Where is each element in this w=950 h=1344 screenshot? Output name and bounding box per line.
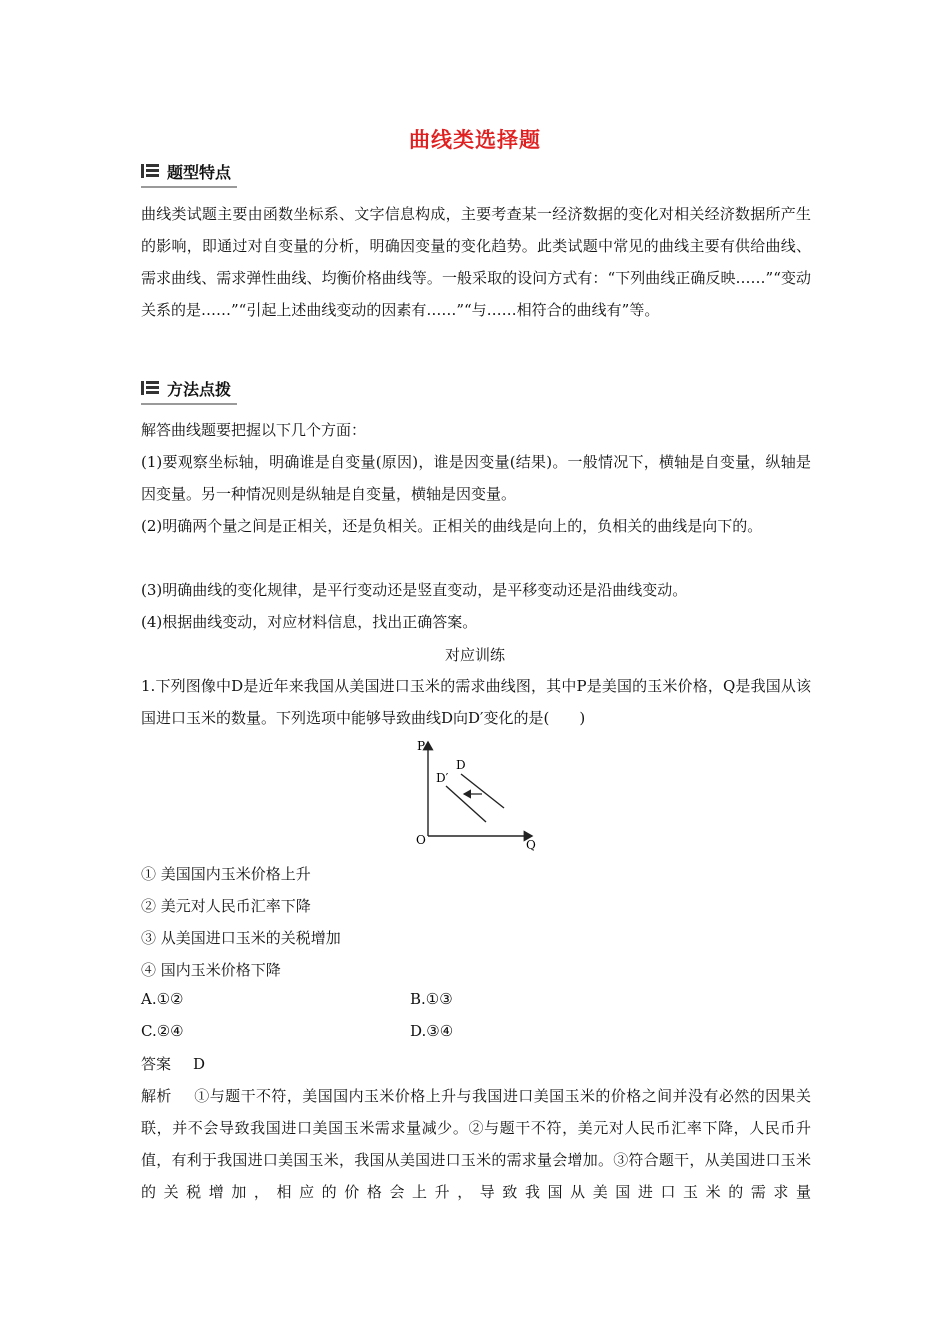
section-heading-methods (141, 375, 231, 401)
curve-d (461, 774, 504, 808)
page-title: 曲线类选择题 (409, 128, 541, 152)
section-heading-features (141, 158, 231, 184)
method-point-3: (3)明确曲线的变化规律，是平行变动还是竖直变动，是平移变动还是沿曲线变动。 (141, 581, 688, 599)
method-point-4: (4)根据曲线变动，对应材料信息，找出正确答案。 (141, 613, 478, 631)
methods-intro: 解答曲线题要把握以下几个方面： (141, 421, 367, 439)
answer-label: 答案 (141, 1055, 172, 1073)
section-heading-label: 方法点拨 (167, 379, 232, 399)
question-stem: 1.下列图像中D是近年来我国从美国进口玉米的需求曲线图，其中P是美国的玉米价格，Q是我国从该国进口玉米的数量。下列选项中能够导致曲线D向D′变化的是( ) (141, 677, 811, 727)
question-item-1: ① 美国国内玉米价格上升 (141, 865, 311, 883)
method-point-1: (1)要观察坐标轴，明确谁是自变量(原因)，谁是因变量(结果)。一般情况下，横轴是自变量，纵轴是因变量。另一种情况则是纵轴是自变量，横轴是因变量。 (141, 453, 811, 503)
practice-heading: 对应训练 (444, 646, 505, 664)
choice-b: B.①③ (410, 990, 453, 1008)
y-axis-label: P (417, 739, 426, 753)
choice-d: D.③④ (410, 1022, 454, 1040)
answer-line (141, 1048, 821, 1080)
question-item-2: ② 美元对人民币汇率下降 (141, 897, 311, 915)
analysis-label: 解析 (141, 1087, 172, 1105)
curve-d-prime (446, 786, 486, 822)
answer-value: D (193, 1055, 206, 1073)
list-icon (141, 164, 159, 178)
features-paragraph: 曲线类试题主要由函数坐标系、文字信息构成，主要考查某一经济数据的变化对相关经济数据所产生的影响，即通过对自变量的分析，明确因变量的变化趋势。此类试题中常见的曲线主要有供给曲线、需求曲线、需求弹性曲线、均衡价格曲线等。一般采取的设问方式有：“下列曲线正确反映……”“变动关系的是……”“引起上述曲线变动的因素有……”“与……相符合的曲线有”等。 (141, 205, 811, 319)
x-axis-label: Q (526, 838, 536, 852)
list-icon (141, 381, 159, 395)
analysis-text: ①与题干不符，美国国内玉米价格上升与我国进口美国玉米的价格之间并没有必然的因果关联，并不会导致我国进口美国玉米需求量减少。②与题干不符，美元对人民币汇率下降，人民币升值，有利于我国进口美国玉米，我国从美国进口玉米的需求量会增加。③符合题干，从美国进口玉米的关税增加，相应的价格会上升，导致我国从美国进口玉米的需求量 (141, 1087, 811, 1201)
section-heading-label: 题型特点 (167, 162, 232, 182)
demand-curve-figure (410, 736, 570, 856)
curve-d-label: D (456, 758, 466, 772)
origin-label: O (416, 833, 426, 847)
analysis-paragraph (141, 1080, 811, 1208)
question-item-4: ④ 国内玉米价格下降 (141, 961, 281, 979)
choice-c: C.②④ (141, 1022, 184, 1040)
question-item-3: ③ 从美国进口玉米的关税增加 (141, 929, 341, 947)
curve-d-prime-label: D′ (436, 771, 449, 785)
choice-a: A.①② (141, 990, 184, 1008)
method-point-2: (2)明确两个量之间是正相关，还是负相关。正相关的曲线是向上的，负相关的曲线是向下的。 (141, 517, 763, 535)
